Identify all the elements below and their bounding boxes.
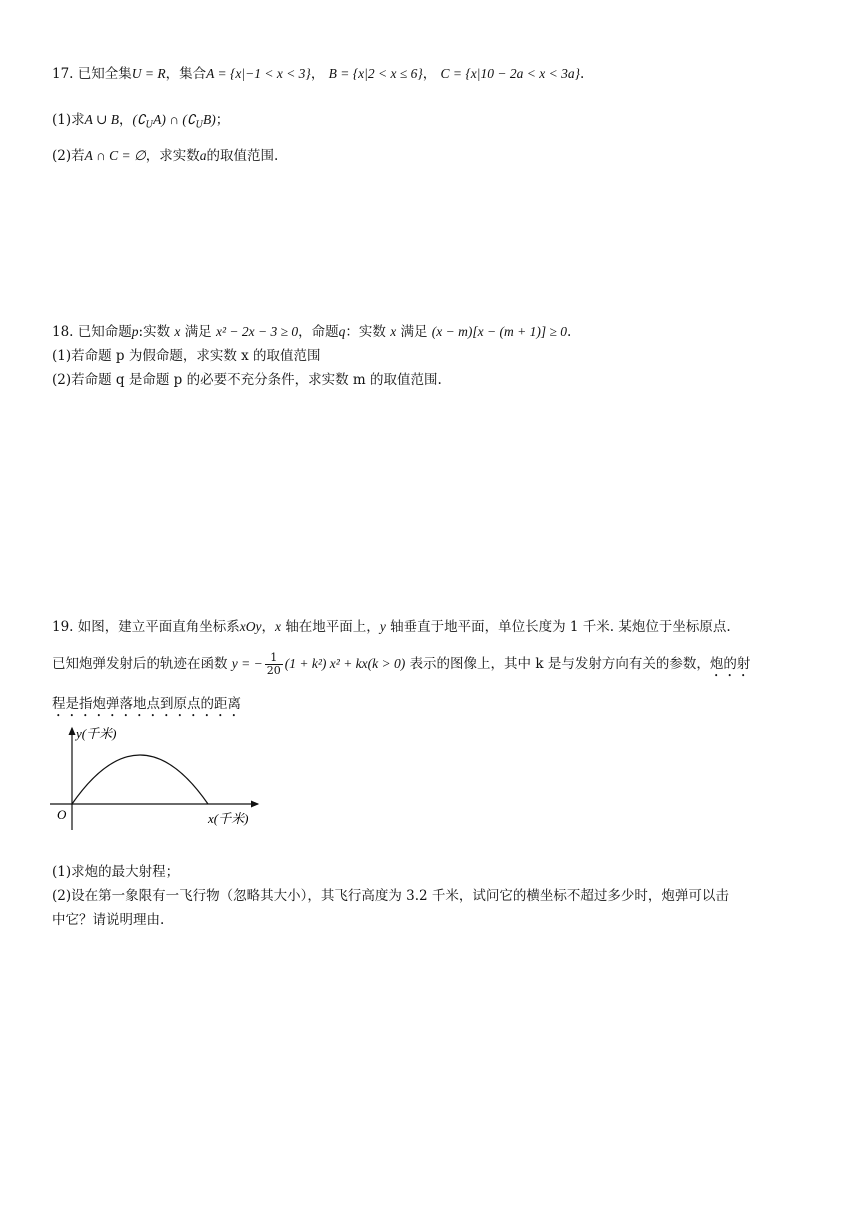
q17-sep-1: ， [310,66,325,82]
q18-prop-p: p [131,324,139,339]
q17-part-2-text: ，求实数 [145,148,200,164]
q19-part-1: (1)求炮的最大射程； [52,864,180,880]
q19-fraction [265,652,283,677]
q19-emphasis-1: 炮的射 [709,656,751,672]
q17-sep-2: ， [422,66,437,82]
q17-text-1: 已知全集 [77,66,132,82]
q19-stem-line-3 [52,694,241,720]
x-axis-label: x(千米) [208,811,249,826]
q18-inequality-2: (x − m)[x − (m + 1)] ≥ 0 [431,324,568,339]
q18-text-6: 满足 [400,324,428,340]
q19-part-2-line-2: 中它？请说明理由. [52,912,165,928]
q17-part-2 [52,146,278,166]
q17-end: . [579,66,585,82]
q18-var-x-2: x [390,324,397,339]
q19-x-axis-var: x [275,619,282,634]
q18-number: 18. [52,324,74,340]
q19-part-2-line-1: (2)设在第一象限有一飞行物（忽略其大小），其飞行高度为 3.2 千米，试问它的横坐标不超过多少时，炮弹可以击 [52,888,729,904]
q18-text-5: ：实数 [345,324,386,340]
trajectory-curve [72,755,208,804]
q17-number: 17. [52,66,74,82]
q18-prop-q: q [338,324,346,339]
q17-part-1-sep: ， [118,112,133,128]
q19-function-rhs: (1 + k²) x² + kx(k > 0) [284,656,406,671]
q18-end: . [567,324,572,340]
q17-part-1-end: ； [215,112,230,128]
q17-part-1-expr-b: B) [203,112,216,127]
q18-stem [52,322,571,342]
q18-text-4: ，命题 [298,324,339,340]
q19-text-6: 表示的图像上，其中 k 是与发射方向有关的参数， [409,656,710,672]
q19-number: 19. [52,619,74,635]
q17-set-c: C = {x|10 − 2a < x < 3a} [440,66,580,81]
q17-text-2: ，集合 [165,66,207,82]
q17-part-2-var: a [199,148,207,163]
q18-text-2: :实数 [138,324,171,340]
q17-stem [52,64,584,84]
y-axis-label: y(千米) [76,726,117,741]
q18-part-2: (2)若命题 q 是命题 p 的必要不充分条件，求实数 m 的取值范围. [52,372,442,388]
origin-label: O [57,807,67,822]
q19-fraction-numerator: 1 [265,652,283,665]
q17-part-2-end: 的取值范围. [206,148,279,164]
q19-text-1: 如图，建立平面直角坐标系 [77,619,240,635]
q17-part-1-label: (1)求 [52,112,85,128]
q19-text-2: ， [261,619,276,635]
q19-xoy: xOy [239,619,262,634]
q17-part-1-expr-intersection: A) ∩ (∁ [153,112,196,127]
q18-part-1: (1)若命题 p 为假命题，求实数 x 的取值范围 [52,348,321,364]
q17-part-2-label: (2)若 [52,148,85,164]
q17-universal-set: U = R [131,66,166,81]
q19-text-5: 已知炮弹发射后的轨迹在函数 [52,656,228,672]
q19-emphasis-2: 程是指炮弹落地点到原点的距离 [52,696,241,712]
q19-fraction-denominator: 20 [266,664,281,677]
q17-part-1: (1)求A ∪ B，$(∁_UA)$ ∩ $(∁_UB)$； [52,112,230,131]
q17-set-b: B = {x|2 < x ≤ 6} [328,66,423,81]
q19-y-axis-var: y [379,619,386,634]
q18-text-3: 满足 [184,324,212,340]
q19-trajectory-figure [48,722,268,832]
q17-part-1-expr-union: A ∪ B [84,112,119,127]
q19-text-4: 轴垂直于地平面，单位长度为 1 千米. 某炮位于坐标原点. [390,619,731,635]
q18-inequality-1: x² − 2x − 3 ≥ 0 [215,324,299,339]
q19-text-3: 轴在地平面上， [285,619,380,635]
q17-part-2-expr: A ∩ C = ∅ [84,148,146,163]
q19-function-lhs: y = − [231,656,263,671]
q17-part-1-expr-complement-a: (∁ [132,112,146,127]
q18-var-x: x [174,324,181,339]
q18-text-1: 已知命题 [77,324,132,340]
q19-stem-line-1 [52,617,731,637]
q19-stem-line-2 [52,652,750,680]
q17-set-a: A = {x|−1 < x < 3} [206,66,311,81]
